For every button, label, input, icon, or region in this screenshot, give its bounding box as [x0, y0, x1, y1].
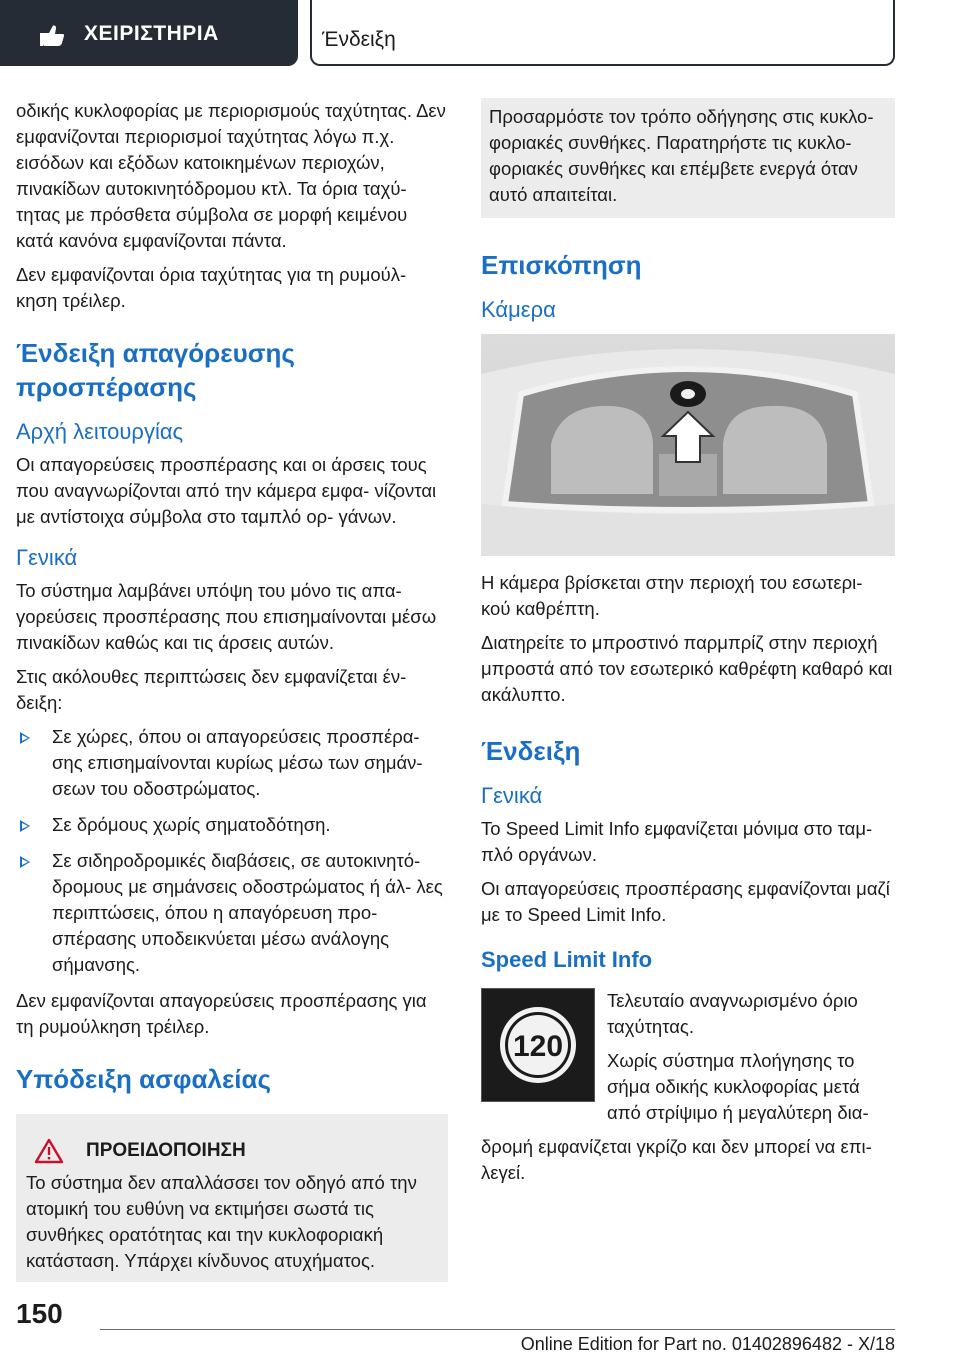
section-title: Ένδειξη	[322, 28, 396, 51]
warning-label: ΠΡΟΕΙΔΟΠΟΙΗΣΗ	[86, 1140, 246, 1161]
left-column	[16, 98, 448, 1282]
page-header	[0, 0, 960, 66]
hand-pointer-icon	[40, 24, 66, 48]
warning-box	[16, 1114, 448, 1282]
heading-display-general: Γενικά	[481, 783, 543, 808]
section-box	[310, 0, 895, 66]
sli-paragraph-1: Τελευταίο αναγνωρισμένο όριο ταχύτητας.	[607, 990, 858, 1037]
trailer-speed-paragraph: Δεν εμφανίζονται όρια ταχύτητας για τη ρυμούλ‐ κηση τρέιλερ.	[16, 264, 407, 311]
rear-window-camera-image	[481, 334, 895, 556]
intro-paragraph: οδικής κυκλοφορίας με περιορισμούς ταχύτητας. Δεν εμφανίζονται περιορισμοί ταχύτητας λόγω π.χ. εισόδων και εξόδων κατοικημένων περιοχών, πινακίδων αυτοκινητόδρομου κτλ. Τα όρια ταχύ‐ τητας με πρόσθετα σύμβολα σε μορφή κειμένου κατά κανόνα εμφανίζονται πάντα.	[16, 100, 446, 251]
sli-paragraph-2a: Χωρίς σύστημα πλοήγησης το σήμα οδικής κυκλοφορίας μετά από στρίψιμο ή μεγαλύτερη δια‐	[607, 1050, 869, 1123]
display-paragraph-1: Το Speed Limit Info εμφανίζεται μόνιμα στο ταμ‐ πλό οργάνων.	[481, 818, 873, 865]
speed-sign-display	[481, 988, 595, 1102]
chapter-label: ΧΕΙΡΙΣΤΗΡΙΑ	[84, 22, 219, 45]
exceptions-list	[16, 724, 448, 978]
heading-camera: Κάμερα	[481, 297, 556, 322]
note-text: Προσαρμόστε τον τρόπο οδήγησης στις κυκλο‐ φοριακές συνθήκες. Παρατηρήστε τις κυκλο‐ φοριακές συνθήκες και επέμβετε ενεργά όταν αυτό απαιτείται.	[489, 106, 874, 205]
sli-paragraph-2b: δρομή εμφανίζεται γκρίζο και δεν μπορεί να επι‐ λεγεί.	[481, 1136, 872, 1183]
speed-value: 120	[512, 1030, 564, 1063]
triangle-bullet-icon	[20, 856, 30, 868]
camera-paragraph-1: Η κάμερα βρίσκεται στην περιοχή του εσωτερι‐ κού καθρέπτη.	[481, 572, 863, 619]
page-number: 150	[16, 1298, 63, 1329]
footer-divider	[100, 1329, 895, 1330]
heading-display: Ένδειξη	[481, 736, 581, 766]
heading-speed-limit-info: Speed Limit Info	[481, 947, 653, 972]
note-box	[481, 98, 895, 218]
list-item: Σε δρόμους χωρίς σηματοδότηση.	[16, 812, 448, 838]
speed-limit-info-text	[607, 988, 895, 1134]
warning-text: Το σύστημα δεν απαλλάσσει τον οδηγό από την ατομική του ευθύνη να εκτιμήσει σωστά τις συνθήκες ορατότητας και την κυκλοφοριακή κατάσταση. Υπάρχει κίνδυνος ατυχήματος.	[26, 1172, 417, 1271]
chapter-tab[interactable]	[0, 0, 298, 66]
heading-general: Γενικά	[16, 545, 78, 570]
edition-text: Online Edition for Part no. 01402896482 - X/18	[520, 1334, 895, 1354]
triangle-bullet-icon	[20, 820, 30, 832]
camera-illustration	[481, 334, 895, 556]
principle-paragraph: Οι απαγορεύσεις προσπέρασης και οι άρσεις τους που αναγνωρίζονται από την κάμερα εμφα‐ νίζονται με αντίστοιχα σύμβολα στο ταμπλό ορ‐ γάνων.	[16, 454, 437, 527]
warning-triangle-icon	[34, 1138, 64, 1164]
heading-principle: Αρχή λειτουργίας	[16, 419, 184, 444]
list-item: Σε σιδηροδρομικές διαβάσεις, σε αυτοκινητό‐ δρομους με σημάνσεις οδοστρώματος ή άλ‐ λες περιπτώσεις, όπου η απαγόρευση προ‐ σπέρασης υποδεικνύεται μέσω ανάλογης σήμανσης.	[16, 848, 448, 978]
display-paragraph-2: Οι απαγορεύσεις προσπέρασης εμφανίζονται μαζί με το Speed Limit Info.	[481, 878, 890, 925]
heading-safety: Υπόδειξη ασφαλείας	[16, 1064, 272, 1094]
trailer-passing-paragraph: Δεν εμφανίζονται απαγορεύσεις προσπέρασης για τη ρυμούλκηση τρέιλερ.	[16, 990, 427, 1037]
speed-limit-sign-icon	[496, 1003, 580, 1087]
heading-no-passing: Ένδειξη απαγόρευσης προσπέρασης	[16, 338, 295, 402]
speed-limit-info-row	[481, 988, 895, 1134]
heading-overview: Επισκόπηση	[481, 250, 642, 280]
right-column	[481, 98, 895, 1194]
general-paragraph-1: Το σύστημα λαμβάνει υπόψη του μόνο τις απα‐ γορεύσεις προσπέρασης που επισημαίνονται μέσω πινακίδων καθώς και τις άρσεις αυτών.	[16, 580, 437, 653]
general-paragraph-2: Στις ακόλουθες περιπτώσεις δεν εμφανίζεται έν‐ δειξη:	[16, 666, 407, 713]
list-item: Σε χώρες, όπου οι απαγορεύσεις προσπέρα‐ σης επισημαίνονται κυρίως μέσω των σημάν‐ σεων του οδοστρώματος.	[16, 724, 448, 802]
triangle-bullet-icon	[20, 732, 30, 744]
warning-title	[26, 1138, 438, 1164]
camera-paragraph-2: Διατηρείτε το μπροστινό παρμπρίζ στην περιοχή μπροστά από τον εσωτερικό καθρέφτη καθαρό και ακάλυπτο.	[481, 632, 893, 705]
